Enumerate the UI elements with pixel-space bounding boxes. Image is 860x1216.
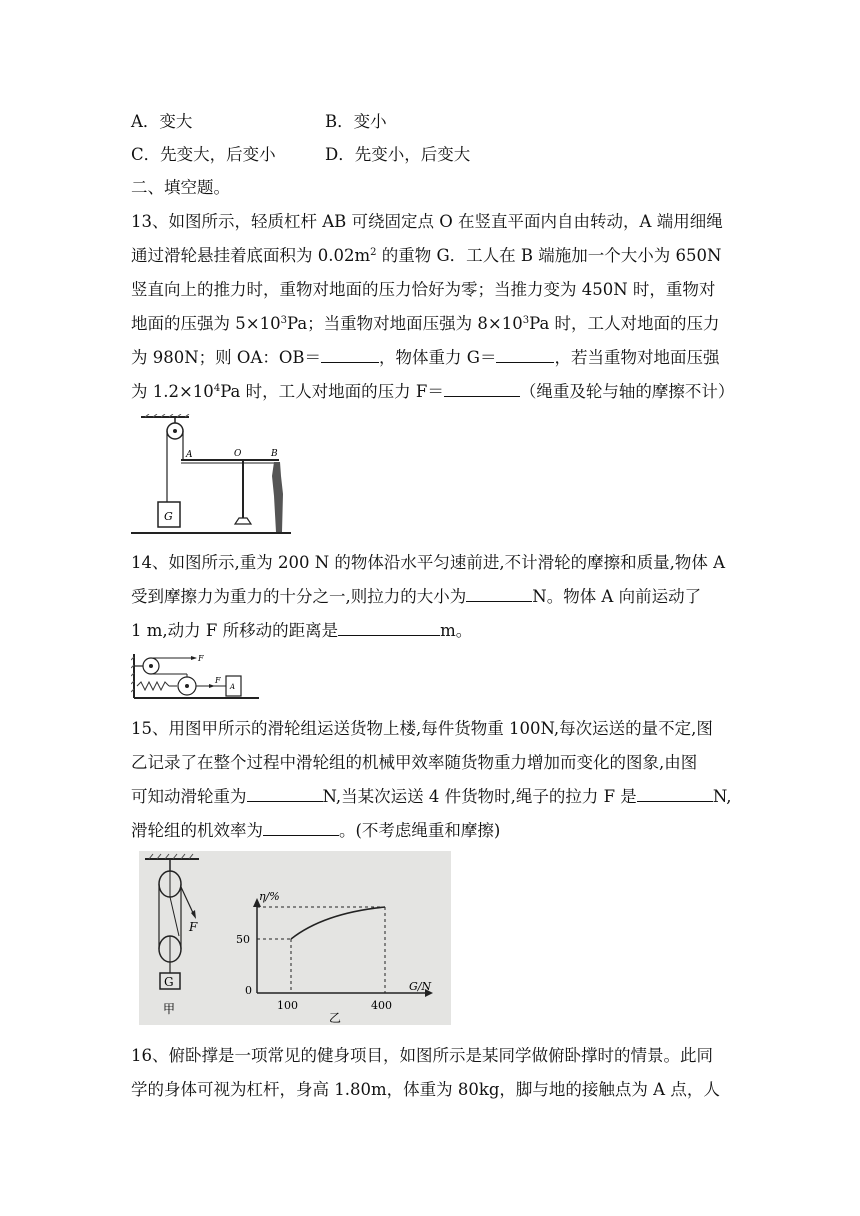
answer-blank-ratio[interactable]	[321, 346, 379, 363]
svg-text:F: F	[215, 676, 221, 685]
answer-blank-weight[interactable]	[496, 346, 554, 363]
svg-text:F: F	[189, 920, 198, 934]
svg-text:A: A	[230, 683, 236, 691]
spring-icon	[137, 682, 169, 690]
q13-line-2: 通过滑轮悬挂着底面积为 $0.02m^2$ 的重物 G．工人在 B 端施加一个大小为 650N	[131, 246, 722, 265]
q15-line-2: 乙记录了在整个过程中滑轮组的机械甲效率随货物重力增加而变化的图象,由图	[131, 753, 698, 772]
q13-line-1: 13、如图所示，轻质杠杆 AB 可绕固定点 O 在竖直平面内自由转动，A 端用细绳	[131, 212, 723, 231]
worker	[272, 462, 283, 532]
q14-line-3: 1 m,动力 F 所移动的距离是 m。	[131, 621, 473, 640]
x-axis-label: G/N	[409, 980, 432, 993]
tick-50: 50	[236, 933, 250, 946]
tick-400: 400	[371, 999, 392, 1012]
svg-text:G: G	[164, 510, 173, 523]
option-b: B．变小	[325, 112, 387, 131]
q14-line-2: 受到摩擦力为重力的十分之一,则拉力的大小为 N。物体 A 向前运动了	[131, 587, 702, 606]
pulley-efficiency-figure	[139, 851, 451, 1025]
answer-blank-pull-force[interactable]	[466, 585, 532, 602]
label-o: O	[234, 449, 242, 459]
option-a: A．变大	[131, 112, 193, 131]
q13-line-4: 地面的压强为 $5\times 10^3Pa$；当重物对地面压强为 $8\times 10^3Pa$ 时，工人对地面的压力	[131, 314, 720, 333]
option-c: C．先变大，后变小	[131, 145, 276, 164]
q13-line-3: 竖直向上的推力时，重物对地面的压力恰好为零；当推力变为 450N 时，重物对	[131, 280, 716, 299]
section-title: 二、填空题。	[131, 178, 230, 197]
tick-0: 0	[245, 984, 252, 997]
label-yi: 乙	[329, 1011, 342, 1025]
svg-text:F: F	[198, 654, 204, 663]
answer-blank-force[interactable]	[444, 380, 520, 397]
svg-text:G: G	[164, 975, 174, 989]
q16-line-1: 16、俯卧撑是一项常见的健身项目，如图所示是某同学做俯卧撑时的情景。此同	[131, 1046, 713, 1065]
q13-line-6: 为 $1.2\times 10^4Pa$ 时，工人对地面的压力 F＝ （绳重及轮与轴的摩擦不计）	[131, 382, 735, 401]
answer-blank-rope-force[interactable]	[637, 785, 713, 802]
q15-line-4: 滑轮组的机效率为 。(不考虑绳重和摩擦)	[131, 821, 501, 840]
label-b: B	[271, 449, 278, 459]
q14-line-1: 14、如图所示,重为 200 N 的物体沿水平匀速前进,不计滑轮的摩擦和质量,物体 A	[131, 553, 726, 572]
lever-pulley-figure	[131, 414, 291, 538]
tick-100: 100	[277, 999, 298, 1012]
option-d: D．先变小，后变大	[325, 145, 471, 164]
q13-line-5: 为 980N；则 OA：OB＝ ，物体重力 G＝ ，若当重物对地面压强	[131, 348, 720, 367]
q15-line-1: 15、用图甲所示的滑轮组运送货物上楼,每件货物重 100N,每次运送的量不定,图	[131, 719, 713, 738]
label-jia: 甲	[163, 1002, 176, 1016]
q15-line-3: 可知动滑轮重为 N,当某次运送 4 件货物时,绳子的拉力 F 是 N,	[131, 787, 732, 806]
answer-blank-distance[interactable]	[338, 619, 440, 636]
answer-blank-efficiency[interactable]	[263, 819, 339, 836]
answer-blank-pulley-weight[interactable]	[247, 785, 323, 802]
y-axis-label: η/%	[259, 890, 280, 903]
horizontal-pulley-figure	[131, 652, 263, 702]
label-a: A	[186, 450, 193, 460]
q16-line-2: 学的身体可视为杠杆，身高 1.80m，体重为 80kg，脚与地的接触点为 A 点，人	[131, 1080, 720, 1099]
